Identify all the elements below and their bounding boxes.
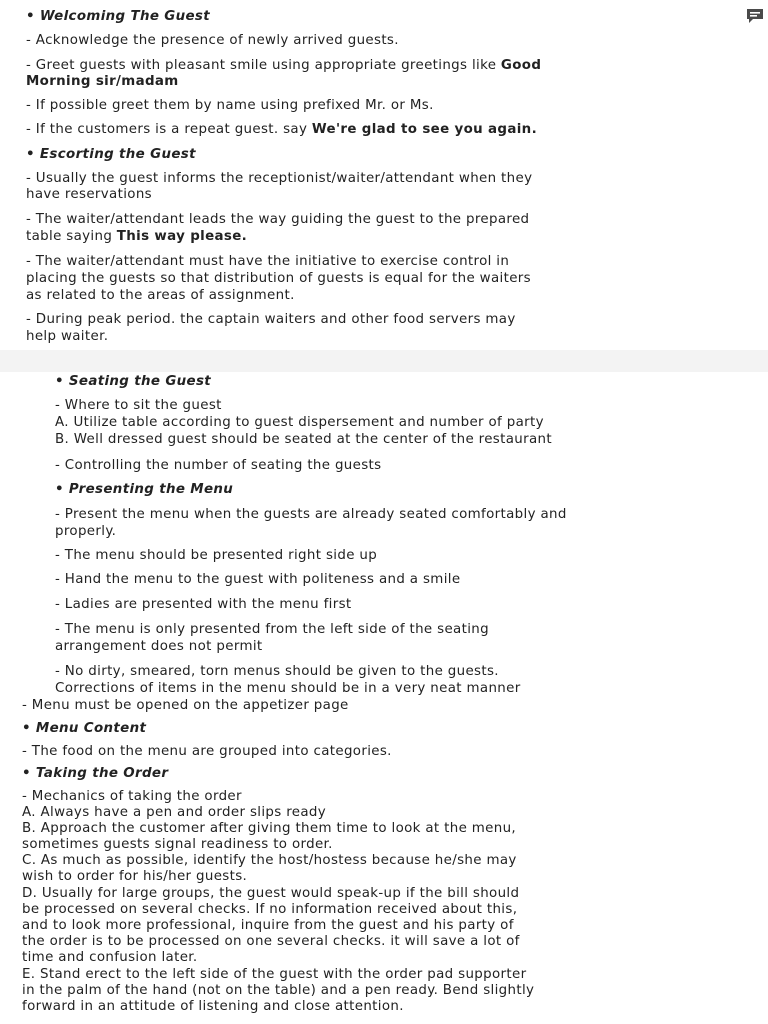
panel-divider	[0, 350, 768, 372]
text-line: D. Usually for large groups, the guest would speak-up if the bill should	[22, 886, 520, 901]
text-bold: We're glad to see you again.	[311, 122, 538, 137]
text-line: - The waiter/attendant leads the way guiding the guest to the prepared	[26, 212, 530, 227]
panel-welcoming-escorting	[0, 0, 768, 351]
text-line: the order is to be processed on one several checks. it will save a lot of	[22, 934, 520, 949]
text-line	[26, 229, 247, 245]
text-line: - Controlling the number of seating the guests	[55, 458, 382, 473]
text-line: properly.	[55, 524, 117, 539]
text-line: - Mechanics of taking the order	[22, 789, 242, 804]
text-line: - If possible greet them by name using prefixed Mr. or Ms.	[26, 98, 434, 113]
heading-taking-order: • Taking the Order	[22, 766, 169, 781]
text-line: - Acknowledge the presence of newly arrived guests.	[26, 33, 399, 48]
text-line: and to look more professional, inquire from the guest and his party of	[22, 918, 514, 933]
text-line: - Ladies are presented with the menu first	[55, 597, 352, 612]
text-line: as related to the areas of assignment.	[26, 288, 295, 303]
text-line: placing the guests so that distribution of guests is equal for the waiters	[26, 271, 531, 286]
text-line: sometimes guests signal readiness to order.	[22, 837, 333, 852]
text-segment: table saying	[26, 229, 117, 244]
text-line: E. Stand erect to the left side of the guest with the order pad supporter	[22, 967, 527, 982]
text-line: - During peak period. the captain waiters and other food servers may	[26, 312, 516, 327]
text-line: time and confusion later.	[22, 950, 198, 965]
text-segment: - If the customers is a repeat guest. say	[26, 122, 312, 137]
text-line: have reservations	[26, 187, 152, 202]
text-line: A. Utilize table according to guest dispersement and number of party	[55, 415, 544, 430]
text-line: in the palm of the hand (not on the table) and a pen ready. Bend slightly	[22, 983, 535, 998]
message-icon[interactable]	[746, 8, 766, 24]
text-line: - The menu is only presented from the left side of the seating	[55, 622, 489, 637]
text-line: Corrections of items in the menu should be in a very neat manner	[55, 681, 521, 696]
text-segment: - Greet guests with pleasant smile using appropriate greetings like	[26, 58, 501, 73]
text-line: - Usually the guest informs the receptionist/waiter/attendant when they	[26, 171, 533, 186]
heading-menu-content: • Menu Content	[22, 721, 147, 736]
text-line	[26, 122, 537, 138]
panel-seating-menu-order	[0, 372, 768, 1024]
heading-presenting-menu: • Presenting the Menu	[55, 482, 234, 497]
text-line: C. As much as possible, identify the host/hostess because he/she may	[22, 853, 517, 868]
text-line: arrangement does not permit	[55, 639, 263, 654]
heading-seating: • Seating the Guest	[55, 374, 212, 389]
text-bold: This way please.	[116, 229, 248, 244]
text-line: be processed on several checks. If no information received about this,	[22, 902, 518, 917]
text-line: wish to order for his/her guests.	[22, 869, 248, 884]
text-line: forward in an attitude of listening and close attention.	[22, 999, 404, 1014]
text-line: - No dirty, smeared, torn menus should be given to the guests.	[55, 664, 499, 679]
text-line: - Hand the menu to the guest with politeness and a smile	[55, 572, 461, 587]
text-bold: Good	[500, 58, 542, 73]
text-line: B. Approach the customer after giving them time to look at the menu,	[22, 821, 517, 836]
text-line: - Menu must be opened on the appetizer page	[22, 698, 349, 713]
text-line: - The food on the menu are grouped into categories.	[22, 744, 392, 759]
text-line: - The waiter/attendant must have the initiative to exercise control in	[26, 254, 510, 269]
text-line: A. Always have a pen and order slips ready	[22, 805, 327, 820]
text-line: B. Well dressed guest should be seated at the center of the restaurant	[55, 432, 552, 447]
text-bold: Morning sir/madam	[26, 74, 179, 89]
text-line: - Present the menu when the guests are already seated comfortably and	[55, 507, 567, 522]
text-line: help waiter.	[26, 329, 109, 344]
text-line: - Where to sit the guest	[55, 398, 222, 413]
text-line: - The menu should be presented right side up	[55, 548, 378, 563]
text-line	[26, 58, 541, 74]
heading-welcoming: • Welcoming The Guest	[26, 9, 211, 24]
heading-escorting: • Escorting the Guest	[26, 147, 196, 162]
